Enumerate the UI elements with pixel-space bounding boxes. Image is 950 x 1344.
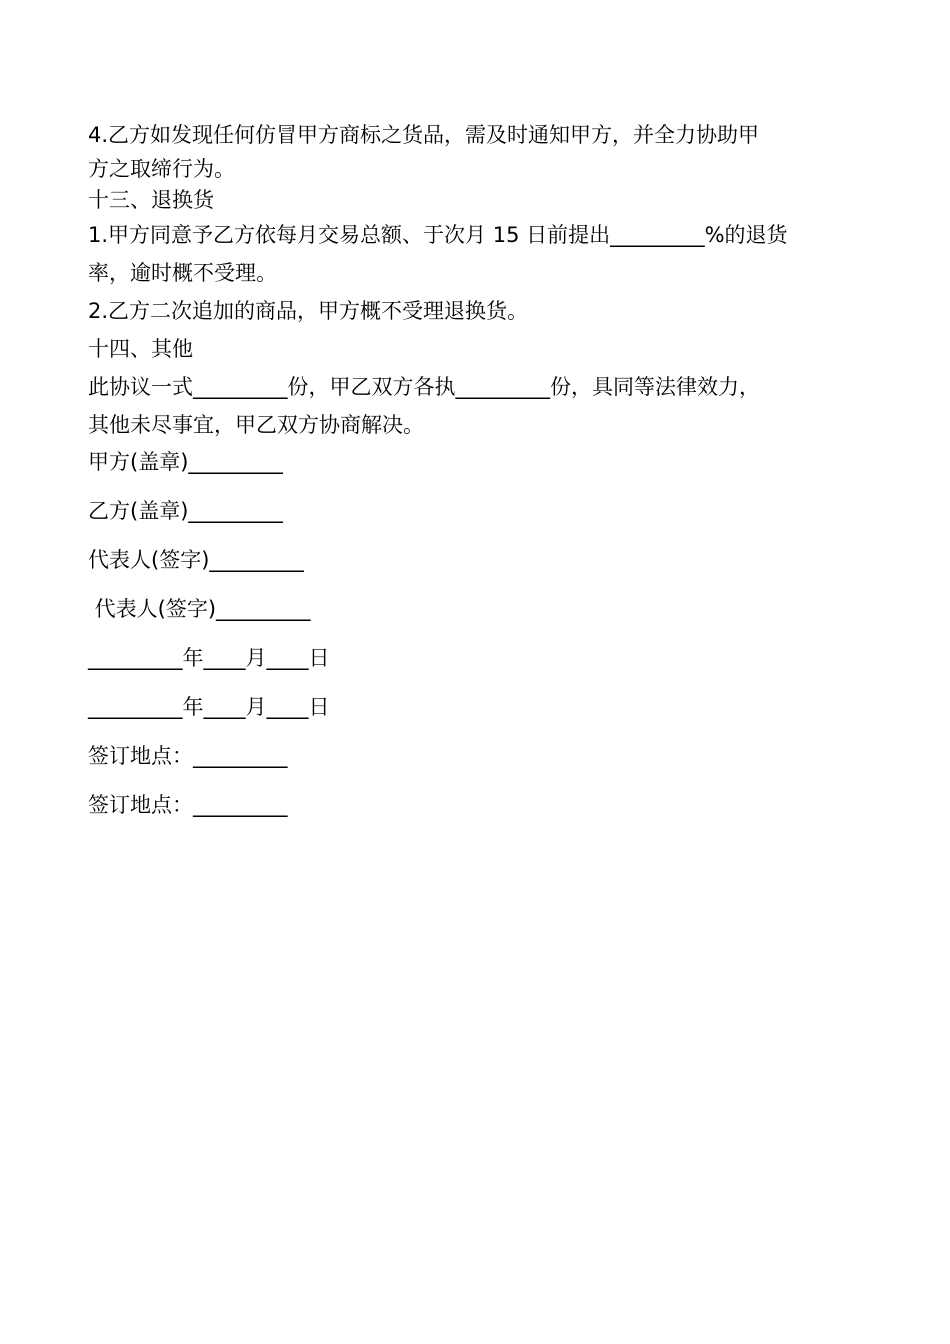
clause-4-line-1: 4.乙方如发现任何仿冒甲方商标之货品，需及时通知甲方，并全力协助甲 bbox=[88, 123, 760, 147]
signature-block bbox=[88, 444, 868, 823]
party-b-seal-field: 乙方(盖章)_________ bbox=[88, 499, 283, 523]
section-13-item-1-line-1: 1.甲方同意予乙方依每月交易总额、于次月 15 日前提出_________%的退货 bbox=[88, 223, 788, 247]
representative-b-signature-field: 代表人(签字)_________ bbox=[88, 597, 311, 621]
document-page bbox=[88, 116, 868, 836]
date-b-field: _________年____月____日 bbox=[88, 695, 330, 719]
section-13-item-1-line-2: 率，逾时概不受理。 bbox=[88, 261, 277, 285]
representative-a-signature-field: 代表人(签字)_________ bbox=[88, 548, 304, 572]
section-13-item-2: 2.乙方二次追加的商品，甲方概不受理退换货。 bbox=[88, 299, 529, 323]
clause-4-line-2: 方之取缔行为。 bbox=[88, 157, 235, 181]
signing-place-b-field: 签订地点：_________ bbox=[88, 793, 288, 817]
section-14-title: 十四、其他 bbox=[88, 337, 193, 361]
section-13-title: 十三、退换货 bbox=[88, 188, 214, 212]
party-a-seal-field: 甲方(盖章)_________ bbox=[88, 450, 283, 474]
section-14-line-1: 此协议一式_________份，甲乙双方各执_________份，具同等法律效力， bbox=[88, 375, 760, 399]
date-a-field: _________年____月____日 bbox=[88, 646, 330, 670]
signing-place-a-field: 签订地点：_________ bbox=[88, 744, 288, 768]
section-14-line-2: 其他未尽事宜，甲乙双方协商解决。 bbox=[88, 413, 424, 437]
